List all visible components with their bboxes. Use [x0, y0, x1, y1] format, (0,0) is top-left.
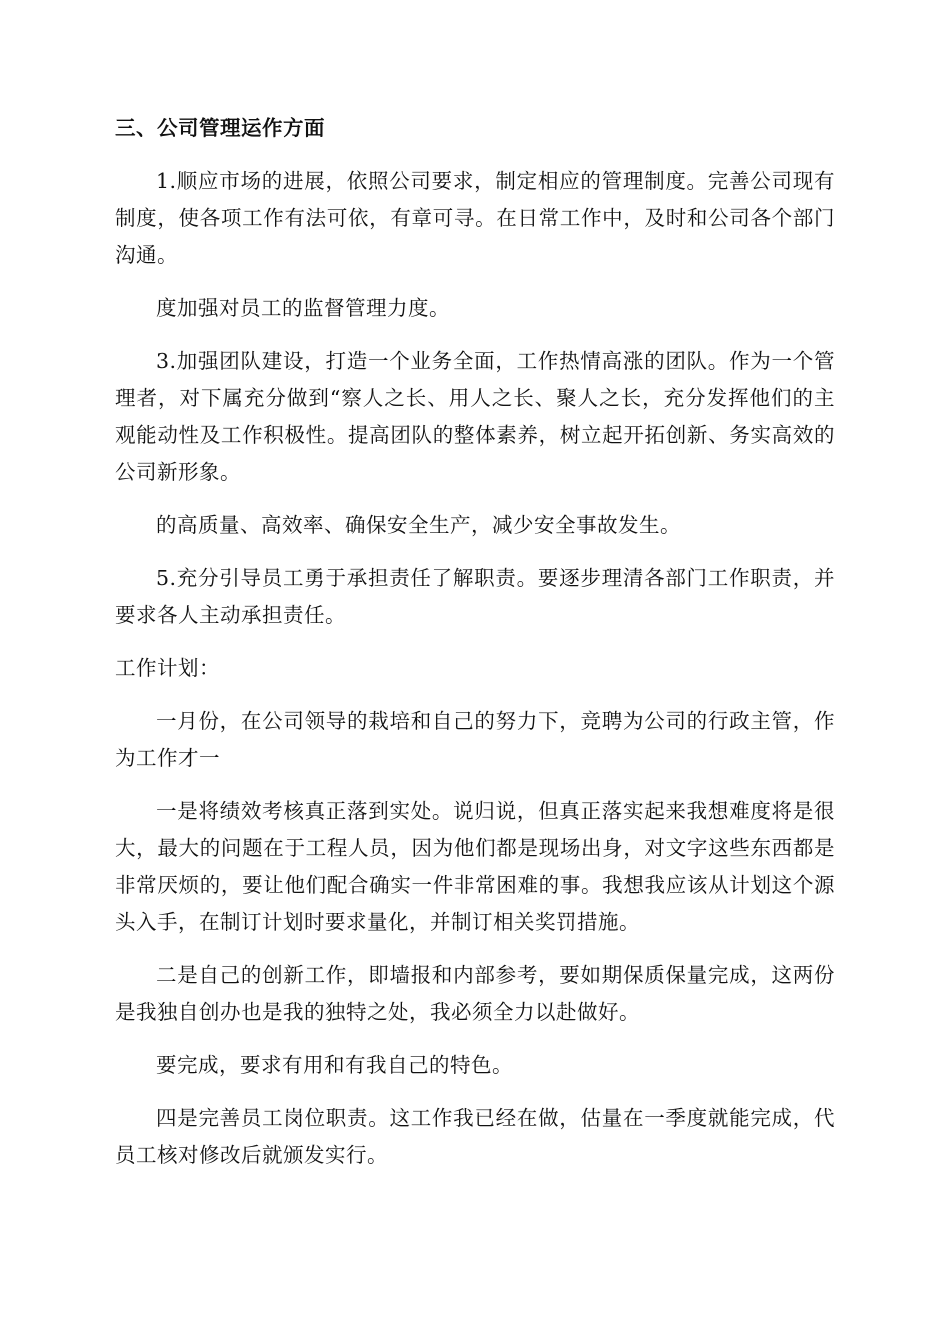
paragraph-3: 3.加强团队建设，打造一个业务全面，工作热情高涨的团队。作为一个管理者，对下属充分做到“察人之长、用人之长、聚人之长，充分发挥他们的主观能动性及工作积极性。提高团队的整体素养，树立起开拓创新、务实高效的公司新形象。 — [115, 349, 835, 484]
paragraph-11: 四是完善员工岗位职责。这工作我已经在做，估量在一季度就能完成，代员工核对修改后就颁发实行。 — [115, 1106, 835, 1167]
work-plan-label: 工作计划： — [115, 656, 220, 680]
paragraph-7: 一月份，在公司领导的栽培和自己的努力下，竞聘为公司的行政主管，作为工作才一 — [115, 709, 835, 770]
paragraph-10: 要完成，要求有用和有我自己的特色。 — [156, 1053, 513, 1077]
paragraph-9: 二是自己的创新工作，即墙报和内部参考，要如期保质保量完成，这两份是我独自创办也是我的独特之处，我必须全力以赴做好。 — [115, 963, 835, 1024]
paragraph-2: 度加强对员工的监督管理力度。 — [156, 296, 450, 320]
paragraph-4: 的高质量、高效率、确保安全生产，减少安全事故发生。 — [156, 513, 681, 537]
document-body — [115, 110, 835, 1190]
paragraph-8: 一是将绩效考核真正落到实处。说归说，但真正落实起来我想难度将是很大，最大的问题在于工程人员，因为他们都是现场出身，对文字这些东西都是非常厌烦的，要让他们配合确实一件非常困难的事。我想我应该从计划这个源头入手，在制订计划时要求量化，并制订相关奖罚措施。 — [115, 799, 835, 934]
paragraph-5: 5.充分引导员工勇于承担责任了解职责。要逐步理清各部门工作职责，并要求各人主动承担责任。 — [115, 566, 835, 627]
section-heading: 三、公司管理运作方面 — [115, 116, 325, 140]
paragraph-1: 1.顺应市场的进展，依照公司要求，制定相应的管理制度。完善公司现有制度，使各项工作有法可依，有章可寻。在日常工作中，及时和公司各个部门沟通。 — [115, 169, 835, 267]
